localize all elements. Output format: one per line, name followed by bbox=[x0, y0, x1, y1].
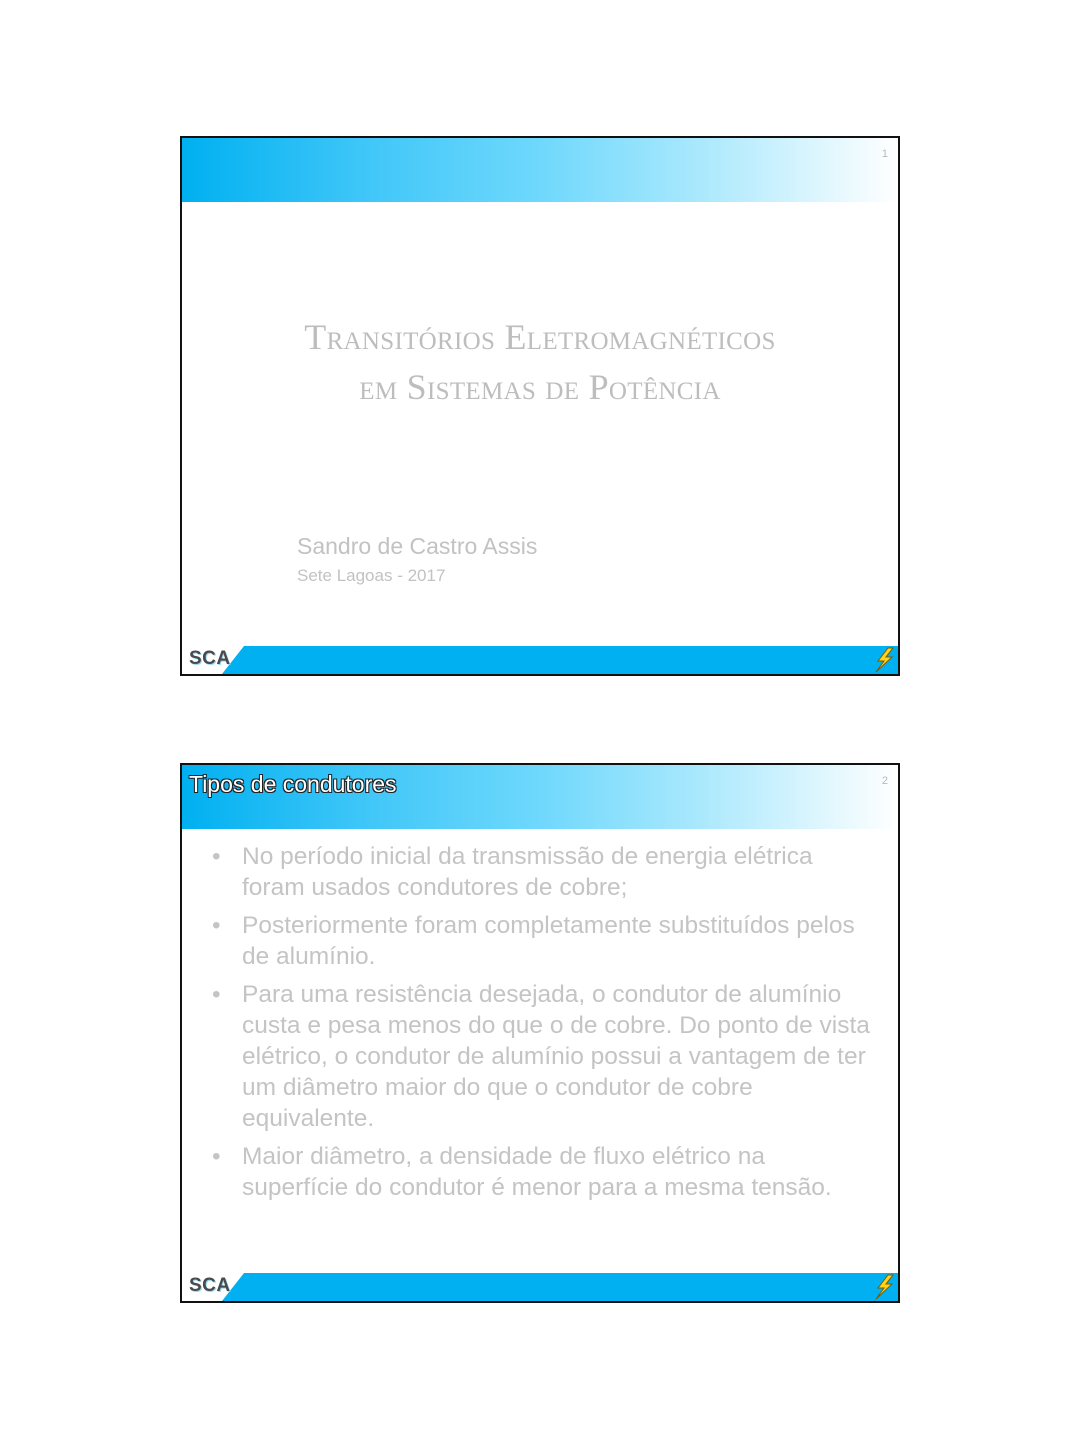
slide-title: Tipos de condutores bbox=[189, 771, 397, 797]
slide-footer bbox=[182, 646, 898, 674]
slide-header-band bbox=[182, 138, 898, 202]
slide-number: 1 bbox=[881, 148, 888, 160]
bullet-item: • Maior diâmetro, a densidade de fluxo elétrico na superfície do condutor é menor para a mesma tensão. bbox=[212, 1143, 832, 1201]
place-year: Sete Lagoas - 2017 bbox=[297, 566, 446, 585]
bullet-item: • No período inicial da transmissão de energia elétrica foram usados condutores de cobre; bbox=[212, 843, 813, 901]
slide-2 bbox=[180, 763, 900, 1303]
footer-band bbox=[182, 1273, 898, 1301]
bullet-item: • Para uma resistência desejada, o condutor de alumínio custa e pesa menos do que o de cobre. Do ponto de vista elétrico, o condutor de alumínio possui a vantagem de ter um diâmetro maior do que o condutor de cobre equivalente. bbox=[212, 981, 870, 1132]
lightning-bolt-icon bbox=[874, 647, 896, 673]
sca-logo: SCA bbox=[189, 648, 231, 669]
footer-band bbox=[182, 646, 898, 674]
title-line-2: em Sistemas de Potência bbox=[359, 367, 721, 407]
sca-logo: SCA bbox=[189, 1275, 231, 1296]
slide-title bbox=[182, 312, 898, 412]
slide-footer bbox=[182, 1273, 898, 1301]
slide-number: 2 bbox=[881, 775, 888, 787]
bullet-list bbox=[210, 841, 870, 1210]
author-name: Sandro de Castro Assis bbox=[297, 533, 538, 559]
title-line-1: Transitórios Eletromagnéticos bbox=[304, 317, 776, 357]
bullet-item: • Posteriormente foram completamente substituídos pelos de alumínio. bbox=[212, 912, 855, 970]
slide-1 bbox=[180, 136, 900, 676]
lightning-bolt-icon bbox=[874, 1274, 896, 1300]
